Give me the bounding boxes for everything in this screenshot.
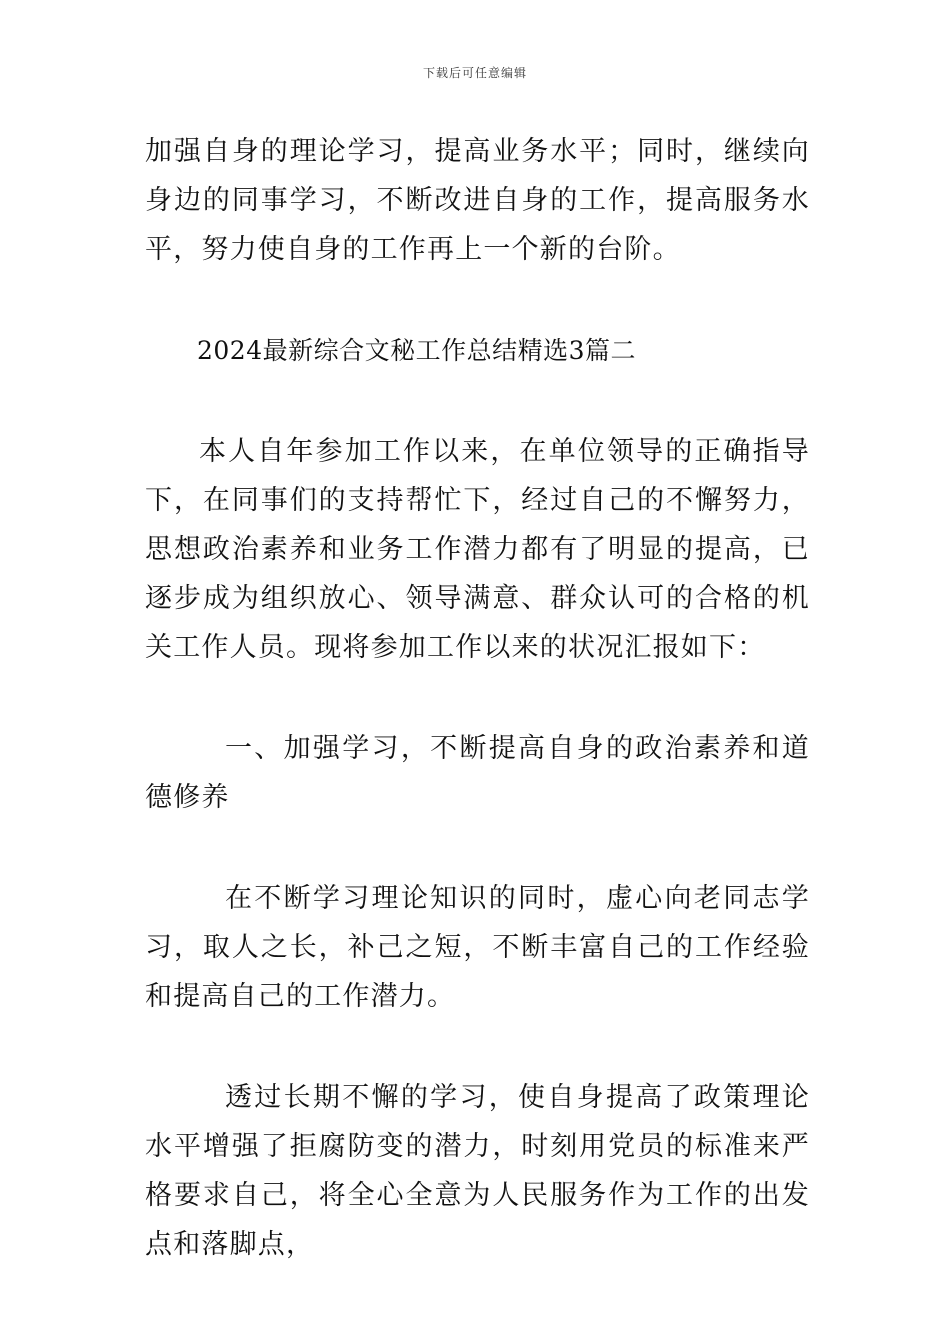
document-body (145, 127, 810, 1269)
paragraph-learning: 在不断学习理论知识的同时，虚心向老同志学习，取人之长，补己之短，不断丰富自己的工作经验和提高自己的工作潜力。 (145, 883, 810, 1012)
section-title: 2024最新综合文秘工作总结精选3篇二 (197, 336, 637, 365)
paragraph-intro: 本人自年参加工作以来，在单位领导的正确指导下，在同事们的支持帮忙下，经过自己的不懈努力，思想政治素养和业务工作潜力都有了明显的提高，已逐步成为组织放心、领导满意、群众认可的合格的机关工作人员。现将参加工作以来的状况汇报如下： (145, 436, 810, 663)
section-heading-one: 一、加强学习，不断提高自身的政治素养和道德修养 (145, 733, 810, 813)
page-header-note: 下载后可任意编辑 (422, 66, 527, 80)
paragraph-continuation: 加强自身的理论学习，提高业务水平；同时，继续向身边的同事学习，不断改进自身的工作，提高服务水平，努力使自身的工作再上一个新的台阶。 (145, 136, 810, 265)
paragraph-policy: 透过长期不懈的学习，使自身提高了政策理论水平增强了拒腐防变的潜力，时刻用党员的标准来严格要求自己，将全心全意为人民服务作为工作的出发点和落脚点， (145, 1082, 810, 1260)
